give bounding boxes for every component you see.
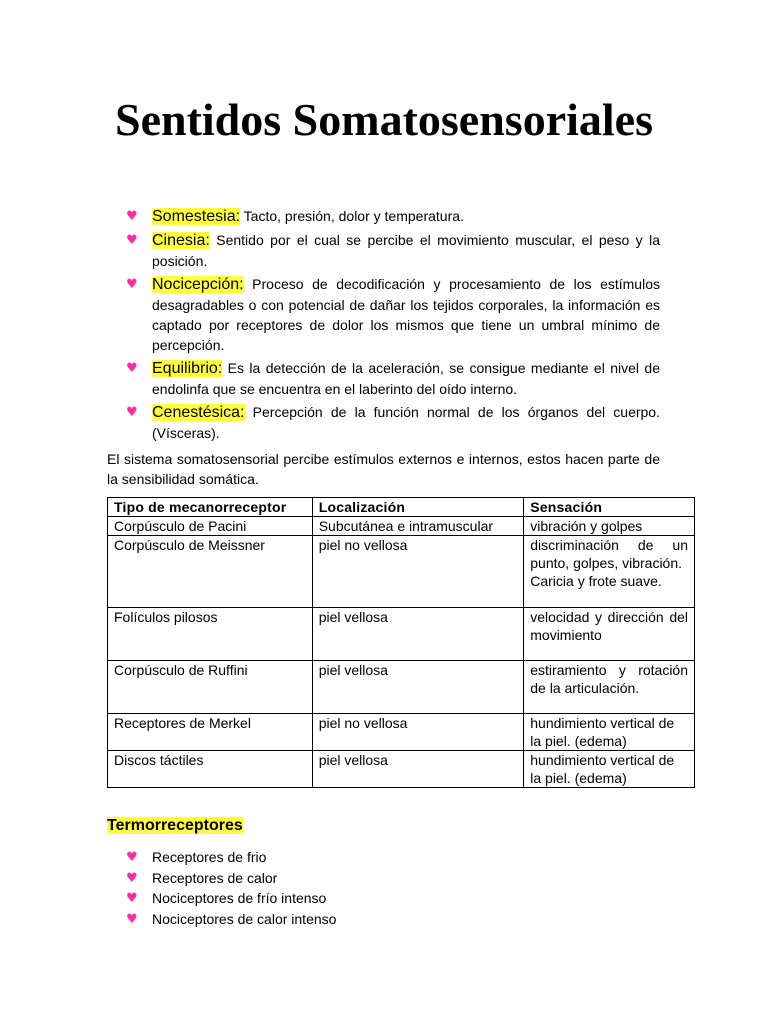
list-item	[126, 909, 336, 930]
list-item	[126, 888, 336, 909]
heart-icon: ♥	[126, 277, 138, 292]
list-item	[126, 868, 336, 889]
column-header: Sensación	[524, 498, 695, 517]
term-definition: Tacto, presión, dolor y temperatura.	[240, 208, 464, 224]
heart-icon: ♥	[126, 361, 138, 376]
list-item	[126, 206, 660, 227]
table-row	[108, 661, 695, 714]
list-item	[126, 847, 336, 868]
term-label: Cenestésica:	[152, 404, 245, 421]
mechanoreceptor-table	[107, 497, 695, 788]
table-cell: hundimiento vertical de la piel. (edema)	[524, 751, 695, 788]
term-label: Nocicepción:	[152, 276, 244, 293]
table-cell: Corpúsculo de Meissner	[108, 536, 313, 608]
table-cell: hundimiento vertical de la piel. (edema)	[524, 714, 695, 751]
list-item	[126, 358, 660, 399]
heart-icon: ♥	[126, 233, 138, 248]
intro-paragraph: El sistema somatosensorial percibe estímulos externos e internos, estos hacen parte de la sensibilidad somática.	[107, 451, 660, 487]
table-cell: Corpúsculo de Pacini	[108, 517, 313, 536]
section-title-text: Termorreceptores	[107, 817, 243, 834]
term-label: Equilibrio:	[152, 360, 223, 377]
table-cell: velocidad y dirección del movimiento	[524, 608, 695, 661]
heart-icon: ♥	[126, 891, 138, 906]
heart-icon: ♥	[126, 870, 138, 886]
list-item	[126, 230, 660, 271]
column-header: Tipo de mecanorreceptor	[108, 498, 313, 517]
table-cell: piel vellosa	[312, 751, 524, 788]
table-cell: Corpúsculo de Ruffini	[108, 661, 313, 714]
table-cell: estiramiento y rotación de la articulación.	[524, 661, 695, 714]
table-cell: piel vellosa	[312, 661, 524, 714]
term-label: Cinesia:	[152, 232, 210, 249]
list-item-label: Receptores de frio	[152, 849, 267, 865]
term-definition: Sentido por el cual se percibe el movimiento muscular, el peso y la posición.	[152, 232, 660, 269]
table-cell: piel no vellosa	[312, 536, 524, 608]
heart-icon: ♥	[126, 209, 138, 224]
list-item-label: Nociceptores de frío intenso	[152, 890, 327, 906]
page-title: Sentidos Somatosensoriales	[115, 94, 653, 145]
table-cell: Discos táctiles	[108, 751, 313, 788]
table-row	[108, 751, 695, 788]
heart-icon: ♥	[126, 850, 138, 865]
cell-line: Caricia y frote suave.	[530, 573, 662, 589]
table-cell: piel vellosa	[312, 608, 524, 661]
table-cell: piel no vellosa	[312, 714, 524, 751]
table-cell: Folículos pilosos	[108, 608, 313, 661]
table-cell: Subcutánea e intramuscular	[312, 517, 524, 536]
table-row	[108, 517, 695, 536]
definitions-list	[126, 206, 660, 446]
section-title	[107, 815, 243, 837]
term-definition: Proceso de decodificación y procesamiento de los estímulos desagradables o con potencial de dañar los tejidos corporales, la información es captado por receptores de dolor los mismos que tiene un umbral mínimo de percepción.	[152, 276, 660, 353]
list-item-label: Nociceptores de calor intenso	[152, 910, 337, 927]
term-label: Somestesia:	[152, 208, 241, 225]
table-row	[108, 536, 695, 608]
list-item	[126, 274, 660, 355]
heart-icon: ♥	[126, 911, 138, 927]
column-header: Localización	[312, 498, 524, 517]
table-cell	[524, 536, 695, 608]
term-definition: Percepción de la función normal de los órganos del cuerpo. (Vísceras).	[152, 404, 660, 441]
thermoreceptor-list	[126, 847, 336, 929]
list-item-label: Receptores de calor	[152, 869, 278, 886]
table-header-row	[108, 498, 695, 517]
term-definition: Es la detección de la aceleración, se consigue mediante el nivel de endolinfa que se encuentra en el laberinto del oído interno.	[152, 360, 660, 397]
table-row	[108, 714, 695, 751]
table-cell: vibración y golpes	[524, 517, 695, 536]
table-cell: Receptores de Merkel	[108, 714, 313, 751]
cell-line: discriminación de un punto, golpes, vibración.	[530, 537, 688, 571]
heart-icon: ♥	[126, 405, 138, 420]
table-row	[108, 608, 695, 661]
list-item	[126, 402, 660, 443]
